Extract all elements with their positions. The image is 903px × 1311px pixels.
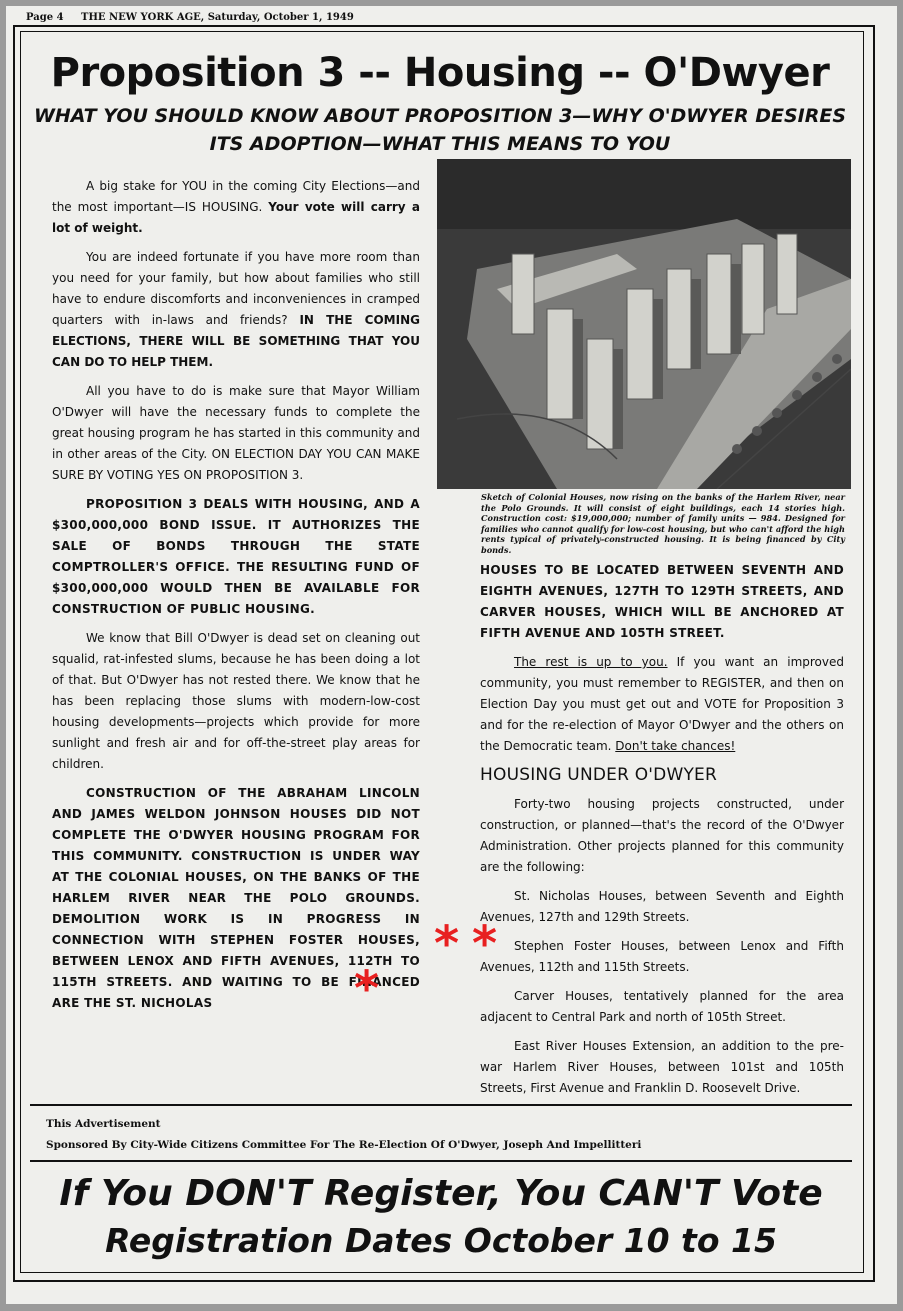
right-paragraph-7: East River Houses Extension, an addition to the pre-war Harlem River Houses, between 101st and 105th Streets, First Avenue and Franklin D. Roosevelt Drive.: [480, 1039, 844, 1095]
register-slogan: If You DON'T Register, You CAN'T Vote: [59, 1173, 823, 1214]
divider-top: [30, 1104, 852, 1106]
left-p2-text: You are indeed fortunate if you have more room than you need for your family, but how about families who still have to endure discomforts and inconveniences in cramped quarters with in-laws and friends?: [52, 250, 420, 327]
right-paragraph-2: [480, 652, 844, 757]
right-p2-text: If you want an improved community, you must remember to REGISTER, and then on Election Day you must get out and VOTE for Proposition 3 and for the re-election of Mayor O'Dwyer and the others on the Democratic team.: [480, 655, 844, 753]
paper-masthead: THE NEW YORK AGE, Saturday, October 1, 1949: [81, 12, 354, 23]
page-number: Page 4: [26, 12, 64, 23]
right-paragraph-5: Stephen Foster Houses, between Lenox and Fifth Avenues, 112th and 115th Streets.: [480, 939, 844, 974]
sponsor-block: [46, 1114, 866, 1156]
subtitle-line-2: ITS ADOPTION—WHAT THIS MEANS TO YOU: [209, 133, 671, 155]
subtitle-line-1: WHAT YOU SHOULD KNOW ABOUT PROPOSITION 3—WHY O'DWYER DESIRES: [33, 105, 847, 127]
left-paragraph-2: [52, 247, 420, 373]
left-p2-bold: IN THE COMING ELECTIONS, THERE WILL BE SOMETHING THAT YOU CAN DO TO HELP THEM.: [52, 313, 420, 369]
red-asterisk-2: *: [472, 916, 498, 972]
left-paragraph-6: CONSTRUCTION OF THE ABRAHAM LINCOLN AND JAMES WELDON JOHNSON HOUSES DID NOT COMPLETE THE O'DWYER HOUSING PROGRAM FOR THIS COMMUNITY. CONSTRUCTION IS UNDER WAY AT THE COLONIAL HOUSES, ON THE BANKS OF THE HARLEM RIVER NEAR THE POLO GROUNDS. DEMOLITION WORK IS IN PROGRESS IN CONNECTION WITH STEPHEN FOSTER HOUSES, BETWEEN LENOX AND FIFTH AVENUES, 112TH TO 115TH STREETS. AND WAITING TO BE FINANCED ARE THE ST. NICHOLAS: [52, 786, 420, 1010]
right-paragraph-3: Forty-two housing projects constructed, under construction, or planned—that's the record of the O'Dwyer Administration. Other projects planned for this community are the following:: [480, 797, 844, 874]
right-paragraph-1: HOUSES TO BE LOCATED BETWEEN SEVENTH AND EIGHTH AVENUES, 127TH TO 129TH STREETS, AND CARVER HOUSES, WHICH WILL BE ANCHORED AT FIFTH AVENUE AND 105TH STREET.: [480, 563, 844, 640]
ad-title: Proposition 3 -- Housing -- O'Dwyer: [50, 50, 830, 96]
right-column: [480, 560, 844, 1107]
registration-dates: Registration Dates October 10 to 15: [105, 1221, 777, 1260]
right-paragraph-4: St. Nicholas Houses, between Seventh and Eighth Avenues, 127th and 129th Streets.: [480, 889, 844, 924]
red-asterisk-1: *: [434, 916, 460, 972]
dont-take-chances: Don't take chances!: [615, 739, 736, 753]
left-p1-bold: Your vote will carry a lot of weight.: [52, 200, 420, 235]
red-asterisk-3: *: [354, 961, 380, 1017]
left-paragraph-4: PROPOSITION 3 DEALS WITH HOUSING, AND A $300,000,000 BOND ISSUE. IT AUTHORIZES THE SALE OF BONDS THROUGH THE STATE COMPTROLLER'S OFFICE. THE RESULTING FUND OF $300,000,000 WOULD THEN BE AVAILABLE FOR CONSTRUCTION OF PUBLIC HOUSING.: [52, 497, 420, 616]
sketch-image: [437, 159, 851, 489]
rest-is-up-to-you: The rest is up to you.: [514, 655, 668, 669]
divider-bottom: [30, 1160, 852, 1162]
ad-subtitle: [30, 102, 850, 158]
sponsor-line-2: Sponsored By City-Wide Citizens Committee For The Re-Election Of O'Dwyer, Joseph And Impellitteri: [46, 1139, 642, 1151]
housing-section-heading: HOUSING UNDER O'DWYER: [480, 765, 718, 785]
left-paragraph-5: We know that Bill O'Dwyer is dead set on cleaning out squalid, rat-infested slums, because he has been doing a lot of that. But O'Dwyer has not rested there. We know that he has been replacing those slums with modern-low-cost housing developments—projects which provide for more sunlight and fresh air and for off-the-street play areas for children.: [52, 631, 420, 771]
left-paragraph-1: [52, 176, 420, 239]
right-paragraph-6: Carver Houses, tentatively planned for the area adjacent to Central Park and north of 105th Street.: [480, 989, 844, 1024]
left-column: [52, 176, 420, 1022]
sketch-caption: Sketch of Colonial Houses, now rising on the banks of the Harlem River, near the Polo Grounds. It will consist of eight buildings, each 14 stories high. Construction cost: $19,000,000; number of family units — 984. Designed for families who cannot qualify for low-cost housing, but who can't afford the high rents typical of privately-constructed housing. It is being financed by City bonds.: [481, 492, 845, 555]
sponsor-line-1: This Advertisement: [46, 1118, 161, 1130]
left-p1-text: A big stake for YOU in the coming City Elections—and the most important—IS HOUSING.: [52, 179, 420, 214]
colonial-houses-sketch: [437, 159, 851, 489]
left-paragraph-3: All you have to do is make sure that Mayor William O'Dwyer will have the necessary funds to complete the great housing program he has started in this community and in other areas of the City. ON ELECTION DAY YOU CAN MAKE SURE BY VOTING YES ON PROPOSITION 3.: [52, 384, 420, 482]
